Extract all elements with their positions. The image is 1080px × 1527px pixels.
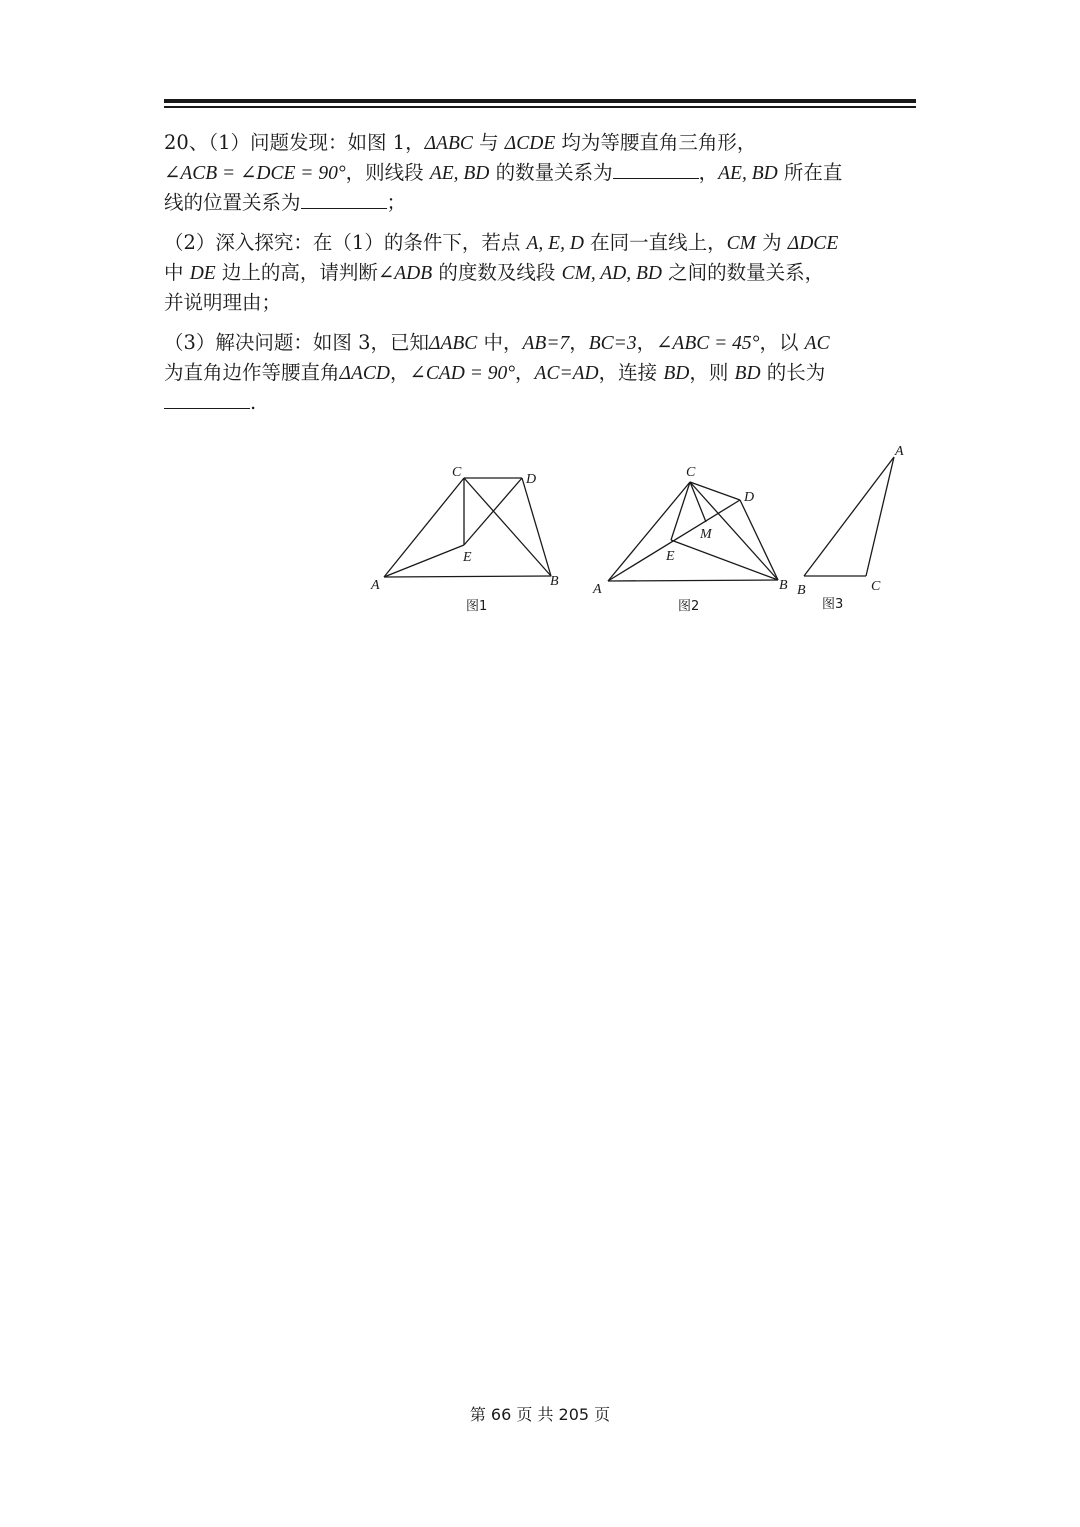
part1-line3 — [164, 188, 916, 218]
triangle-abc: ΔABC — [424, 133, 473, 154]
fig1-caption: 图1 — [466, 599, 488, 614]
fig2-label-c: C — [686, 465, 696, 480]
text: 边上的高，请判断 — [215, 261, 378, 284]
problem-number: 20、 — [164, 131, 209, 154]
text: 均为等腰直角三角形， — [555, 131, 757, 154]
segment-de: DE — [189, 263, 216, 284]
text: 为直角边作等腰直角 — [164, 361, 340, 384]
figures-svg — [360, 430, 920, 630]
text: 线的位置关系为 — [164, 191, 301, 214]
points-aed: A, E, D — [526, 233, 584, 254]
angle-abc: ∠ABC = 45° — [656, 333, 760, 354]
fig3-caption: 图3 — [822, 597, 844, 612]
answer-blank-3[interactable] — [164, 390, 250, 409]
fig1-label-c: C — [452, 465, 462, 480]
text: ， — [389, 361, 410, 384]
fig2-label-m: M — [700, 527, 712, 542]
fig2-label-a: A — [593, 582, 602, 597]
text: ； — [386, 191, 407, 214]
part1-label: （1）问题发现：如图 1， — [208, 131, 425, 154]
length-bc: BC=3 — [588, 333, 637, 354]
figure-3-lines — [804, 457, 894, 576]
text: ，则线段 — [345, 161, 430, 184]
text: ，以 — [759, 331, 805, 354]
text: 与 — [472, 131, 505, 154]
text: （3）解决问题：如图 3，已知 — [164, 331, 430, 354]
header-rule-thin — [164, 106, 916, 108]
text: . — [250, 391, 257, 414]
fig2-label-d: D — [744, 490, 755, 505]
triangle-abc: ΔABC — [429, 333, 478, 354]
length-ab: AB=7 — [522, 333, 570, 354]
fig2-caption: 图2 — [678, 599, 700, 614]
fig2-label-b: B — [779, 578, 788, 593]
triangle-dce: ΔDCE — [787, 233, 839, 254]
triangle-cde: ΔCDE — [504, 133, 556, 154]
fig1-label-e: E — [463, 550, 472, 565]
part3-line3 — [164, 388, 916, 418]
segments-ae-bd: AE, BD — [718, 163, 778, 184]
text: 之间的数量关系， — [661, 261, 825, 284]
angle-adb: ∠ADB — [377, 263, 433, 284]
answer-blank-2[interactable] — [301, 190, 387, 209]
text: （2）深入探究：在（1）的条件下，若点 — [164, 231, 527, 254]
fig3-label-a: A — [895, 444, 904, 459]
text: ， — [569, 331, 589, 354]
problem-20 — [164, 128, 916, 418]
fig3-label-c: C — [871, 579, 881, 594]
segments-cm-ad-bd: CM, AD, BD — [561, 263, 662, 284]
angle-cad: ∠CAD = 90° — [409, 363, 516, 384]
text: 在同一直线上， — [583, 231, 727, 254]
segment-bd: BD — [663, 363, 690, 384]
triangle-acd: ΔACD — [339, 363, 390, 384]
page-footer: 第 66 页 共 205 页 — [469, 1405, 611, 1424]
header-rule-thick — [164, 99, 916, 103]
fig2-label-e: E — [666, 549, 675, 564]
segment-bd: BD — [734, 363, 761, 384]
angle-condition: ∠ACB = ∠DCE = 90° — [164, 163, 346, 184]
part3-line2 — [164, 358, 916, 388]
answer-blank-1[interactable] — [613, 160, 699, 179]
text: 并说明理由； — [164, 291, 282, 314]
fig3-label-b: B — [797, 583, 806, 598]
part1-line1 — [164, 128, 916, 158]
part2-line2 — [164, 258, 916, 288]
text: ， — [636, 331, 657, 354]
text: 所在直 — [777, 161, 843, 184]
part2-line3 — [164, 288, 916, 318]
text: 为 — [755, 231, 788, 254]
segments-ae-bd: AE, BD — [429, 163, 490, 184]
text: 的数量关系为 — [489, 161, 613, 184]
text: ，则 — [689, 361, 735, 384]
fig1-label-a: A — [371, 578, 380, 593]
part1-line2 — [164, 158, 916, 188]
segment-cm: CM — [726, 233, 756, 254]
text: ，连接 — [598, 361, 664, 384]
text: ， — [515, 361, 535, 384]
segment-ac: AC — [804, 333, 830, 354]
fig1-label-b: B — [550, 574, 559, 589]
fig1-label-d: D — [526, 472, 537, 487]
text: 的长为 — [760, 361, 826, 384]
figures — [360, 430, 920, 630]
text: 中 — [164, 261, 190, 284]
text: ， — [698, 161, 719, 184]
text: 的度数及线段 — [432, 261, 562, 284]
text: 中， — [477, 331, 523, 354]
part2-line1 — [164, 228, 916, 258]
part3-line1 — [164, 328, 916, 358]
equality-ac-ad: AC=AD — [534, 363, 599, 384]
